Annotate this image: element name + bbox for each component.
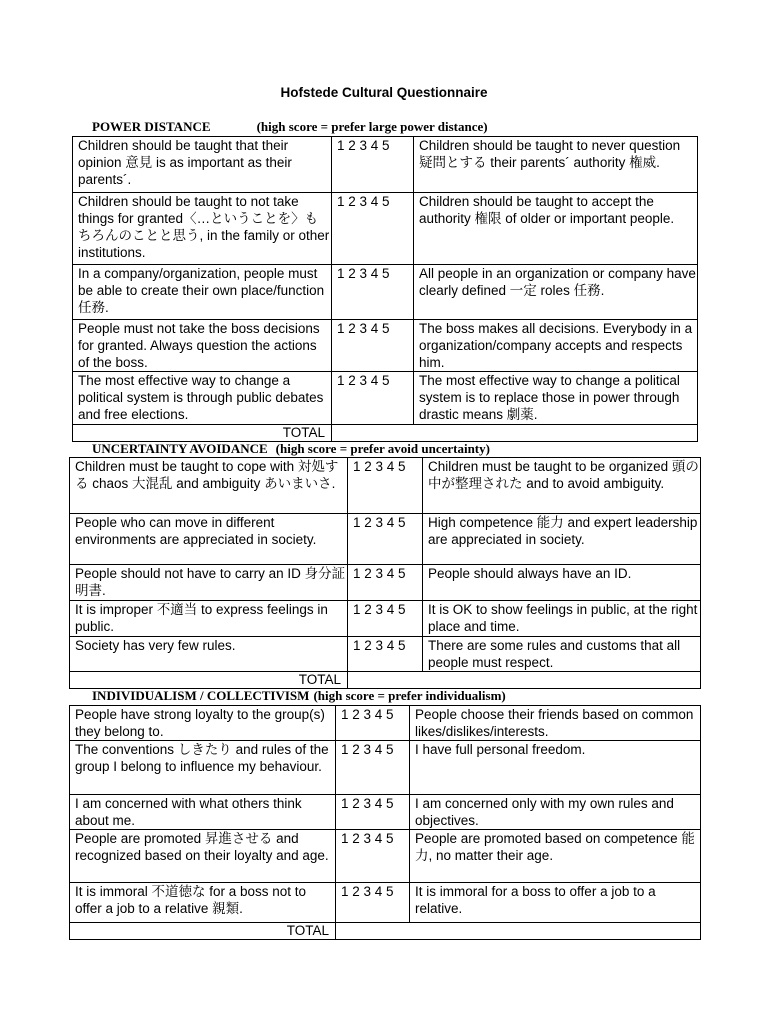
total-label: TOTAL — [73, 425, 332, 442]
rating-scale[interactable]: 1 2 3 4 5 — [348, 458, 423, 514]
left-statement: People who can move in different environments are appreciated in society. — [70, 514, 348, 565]
rating-scale[interactable]: 1 2 3 4 5 — [332, 320, 414, 372]
right-statement: All people in an organization or company have clearly defined 一定 roles 任務. — [414, 265, 698, 320]
right-statement: I have full personal freedom. — [410, 741, 701, 795]
left-statement: People must not take the boss decisions for granted. Always question the actions of the boss. — [73, 320, 332, 372]
rating-scale[interactable]: 1 2 3 4 5 — [332, 265, 414, 320]
left-statement: People are promoted 昇進させる and recognized based on their loyalty and age. — [70, 830, 336, 883]
left-statement: The most effective way to change a political system is through public debates and free elections. — [73, 372, 332, 425]
right-statement: Children should be taught to accept the authority 権限 of older or important people. — [414, 193, 698, 265]
right-statement: People are promoted based on competence 能力, no matter their age. — [410, 830, 701, 883]
table-row — [73, 372, 698, 425]
table-row — [73, 320, 698, 372]
table-row — [73, 137, 698, 193]
section-name: UNCERTAINTY AVOIDANCE — [92, 441, 268, 456]
table-row — [70, 565, 701, 601]
uncertainty-avoidance-table — [69, 457, 701, 689]
total-row — [73, 425, 698, 442]
section-note: (high score = prefer large power distance) — [256, 119, 488, 134]
rating-scale[interactable]: 1 2 3 4 5 — [332, 372, 414, 425]
section-heading-individualism — [92, 688, 506, 704]
rating-scale[interactable]: 1 2 3 4 5 — [336, 830, 410, 883]
rating-scale[interactable]: 1 2 3 4 5 — [336, 706, 410, 741]
rating-scale[interactable]: 1 2 3 4 5 — [332, 193, 414, 265]
left-statement: People should not have to carry an ID 身分証明書. — [70, 565, 348, 601]
total-row — [70, 923, 701, 940]
left-statement: In a company/organization, people must be able to create their own place/function 任務. — [73, 265, 332, 320]
right-statement: I am concerned only with my own rules and objectives. — [410, 795, 701, 830]
document-title: Hofstede Cultural Questionnaire — [280, 85, 488, 100]
left-statement: Society has very few rules. — [70, 637, 348, 672]
right-statement: It is immoral for a boss to offer a job to a relative. — [410, 883, 701, 923]
left-statement: Children must be taught to cope with 対処する chaos 大混乱 and ambiguity あいまいさ. — [70, 458, 348, 514]
rating-scale[interactable]: 1 2 3 4 5 — [348, 637, 423, 672]
rating-scale[interactable]: 1 2 3 4 5 — [348, 565, 423, 601]
right-statement: It is OK to show feelings in public, at the right place and time. — [423, 601, 701, 637]
rating-scale[interactable]: 1 2 3 4 5 — [336, 795, 410, 830]
right-statement: There are some rules and customs that all people must respect. — [423, 637, 701, 672]
section-note: (high score = prefer avoid uncertainty) — [275, 441, 490, 456]
left-statement: Children should be taught to not take things for granted〈…ということを〉もちろんのことと思う, in the family or other institutions. — [73, 193, 332, 265]
right-statement: Children should be taught to never question 疑問とする their parents´ authority 権威. — [414, 137, 698, 193]
table-row — [70, 601, 701, 637]
rating-scale[interactable]: 1 2 3 4 5 — [336, 741, 410, 795]
left-statement: I am concerned with what others think about me. — [70, 795, 336, 830]
rating-scale[interactable]: 1 2 3 4 5 — [336, 883, 410, 923]
table-row — [70, 458, 701, 514]
power-distance-table — [72, 136, 698, 442]
table-row — [70, 637, 701, 672]
rating-scale[interactable]: 1 2 3 4 5 — [348, 514, 423, 565]
table-row — [70, 795, 701, 830]
left-statement: People have strong loyalty to the group(s) they belong to. — [70, 706, 336, 741]
right-statement: People should always have an ID. — [423, 565, 701, 601]
section-heading-power-distance — [92, 119, 488, 135]
left-statement: It is improper 不適当 to express feelings in public. — [70, 601, 348, 637]
table-row — [70, 830, 701, 883]
rating-scale[interactable]: 1 2 3 4 5 — [348, 601, 423, 637]
right-statement: High competence 能力 and expert leadership are appreciated in society. — [423, 514, 701, 565]
rating-scale[interactable]: 1 2 3 4 5 — [332, 137, 414, 193]
right-statement: People choose their friends based on common likes/dislikes/interests. — [410, 706, 701, 741]
right-statement: The most effective way to change a political system is to replace those in power through drastic means 劇薬. — [414, 372, 698, 425]
section-name: POWER DISTANCE — [92, 119, 211, 134]
table-row — [70, 883, 701, 923]
section-note: (high score = prefer individualism) — [313, 688, 506, 703]
total-label: TOTAL — [70, 923, 336, 940]
right-statement: Children must be taught to be organized 頭の中が整理された and to avoid ambiguity. — [423, 458, 701, 514]
individualism-collectivism-table — [69, 705, 701, 940]
right-statement: The boss makes all decisions. Everybody in a organization/company accepts and respects him. — [414, 320, 698, 372]
left-statement: The conventions しきたり and rules of the group I belong to influence my behaviour. — [70, 741, 336, 795]
total-label: TOTAL — [70, 672, 348, 689]
total-row — [70, 672, 701, 689]
section-name: INDIVIDUALISM / COLLECTIVISM — [92, 688, 310, 703]
table-row — [73, 193, 698, 265]
left-statement: Children should be taught that their opinion 意見 is as important as their parents´. — [73, 137, 332, 193]
left-statement: It is immoral 不道徳な for a boss not to offer a job to a relative 親類. — [70, 883, 336, 923]
total-value-field[interactable] — [332, 425, 698, 442]
table-row — [73, 265, 698, 320]
table-row — [70, 514, 701, 565]
table-row — [70, 706, 701, 741]
table-row — [70, 741, 701, 795]
section-heading-uncertainty-avoidance — [92, 441, 490, 457]
total-value-field[interactable] — [348, 672, 701, 689]
total-value-field[interactable] — [336, 923, 701, 940]
